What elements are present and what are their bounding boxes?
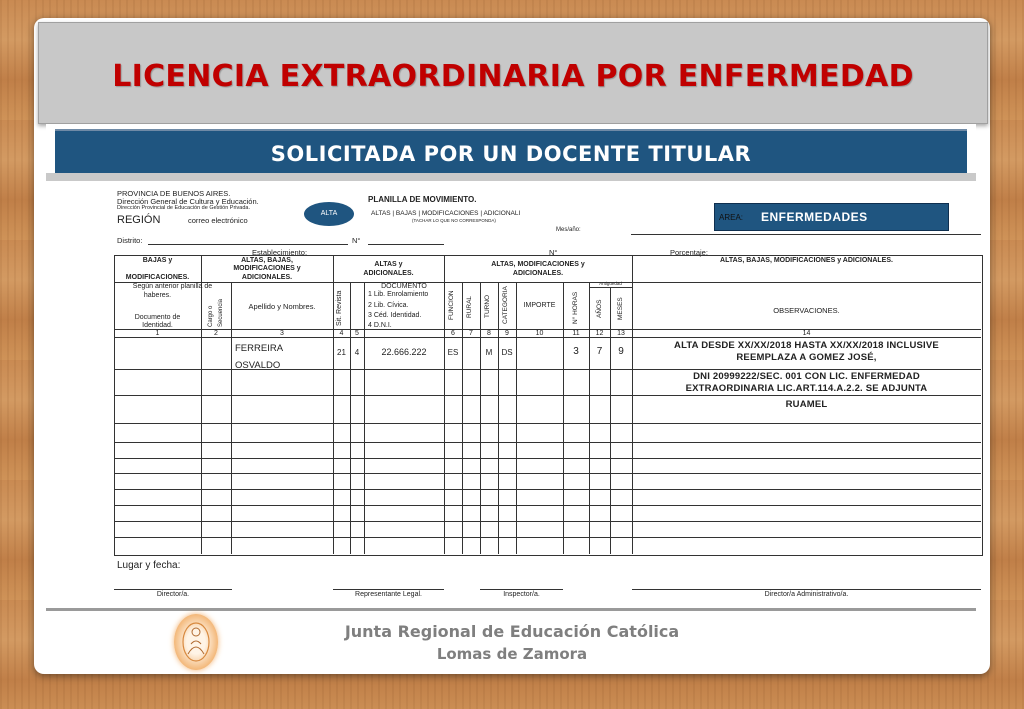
observation-line-1: ALTA DESDE XX/XX/2018 HASTA XX/XX/2018 INCLUSIVE — [674, 340, 939, 351]
mes-anio-line — [631, 234, 981, 235]
table-hline — [114, 473, 981, 474]
row-doc-numero: 22.666.222 — [381, 347, 427, 357]
planilla-title: PLANILLA DE MOVIMIENTO. — [368, 195, 477, 204]
observation-line-2: REEMPLAZA A GOMEZ JOSÉ, — [736, 352, 877, 363]
header-adicionales-2: ADICIONALES. — [363, 270, 414, 277]
header-anios: AÑOS — [596, 299, 603, 318]
table-vline — [201, 255, 202, 554]
table-vline — [444, 255, 445, 554]
alta-oval: ALTA — [304, 202, 354, 226]
row-anios: 7 — [596, 346, 603, 357]
header-haberes: haberes. — [143, 292, 172, 299]
header-modificaciones: MODIFICACIONES. — [125, 274, 190, 281]
header-secuencia: Secuencia — [218, 298, 224, 327]
movement-form — [46, 124, 976, 608]
movement-types: ALTAS | BAJAS | MODIFICACIONES | ADICIONALI — [371, 210, 521, 217]
col-number: 6 — [451, 330, 455, 337]
table-vline — [563, 282, 564, 554]
col-number: 3 — [280, 330, 284, 337]
col-number: 1 — [155, 330, 160, 337]
signature-line — [632, 589, 981, 590]
header-cargo: Cargo o — [208, 305, 214, 327]
area-value: ENFERMEDADES — [761, 210, 868, 224]
col-number: 7 — [469, 330, 473, 337]
signature-inspector: Inspector/a. — [503, 591, 540, 598]
row-funcion: ES — [447, 348, 459, 357]
table-vline — [498, 282, 499, 554]
region-label: REGIÓN — [117, 214, 161, 226]
header-documento-identidad: Documento de — [134, 314, 181, 321]
signature-representante: Representante Legal. — [355, 591, 422, 598]
footer-line-2: Lomas de Zamora — [436, 645, 588, 663]
table-vline — [462, 282, 463, 554]
header-importe: IMPORTE — [523, 302, 556, 309]
table-hline — [114, 521, 981, 522]
header-documento: DOCUMENTO — [381, 283, 427, 290]
header-altas-y: ALTAS y — [374, 261, 403, 268]
signature-director-administrativo: Director/a Administrativo/a. — [764, 591, 849, 598]
observation-line-5: RUAMEL — [785, 399, 828, 410]
header-adicionales: ADICIONALES. — [241, 274, 293, 281]
lugar-fecha-label: Lugar y fecha: — [117, 560, 181, 571]
header-rural: RURAL — [466, 295, 473, 318]
header-observaciones: OBSERVACIONES. — [773, 306, 840, 315]
table-hline — [114, 442, 981, 443]
tachar-note: (TACHAR LO QUE NO CORRESPONDA) — [412, 218, 496, 223]
header-altas-bajas-mod: ALTAS, BAJAS, MODIFICACIONES y ADICIONALES. — [720, 257, 893, 264]
col-number: 9 — [505, 330, 509, 337]
header-turno: TURNO — [484, 294, 491, 318]
distrito-numero-label: N° — [352, 236, 361, 245]
antiguedad-line — [589, 287, 632, 288]
header-sit-revista: Sit. Revista — [336, 290, 343, 326]
header-line-3: Dirección Provincial de Educación de Gestión Privada. — [117, 205, 250, 211]
table-hline — [114, 395, 981, 396]
header-doc-2: 2 Lib. Cívica. — [368, 302, 409, 309]
col-number: 13 — [617, 330, 625, 337]
table-vline — [231, 282, 232, 554]
table-hline — [114, 337, 981, 338]
slide — [34, 18, 990, 674]
signature-line — [333, 589, 444, 590]
header-line-2: Dirección General de Cultura y Educación. — [117, 197, 259, 206]
col-number: 5 — [355, 330, 359, 337]
header-doc-3: 3 Céd. Identidad. — [368, 312, 422, 319]
row-apellido-2: OSVALDO — [235, 360, 281, 371]
row-sit-revista: 21 — [337, 348, 346, 357]
observation-line-3: DNI 20999222/SEC. 001 CON LIC. ENFERMEDAD — [693, 371, 920, 382]
header-doc-1: 1 Lib. Enrolamiento — [368, 291, 429, 298]
row-doc-tipo: 4 — [354, 348, 360, 357]
slide-subtitle: SOLICITADA POR UN DOCENTE TITULAR — [270, 142, 752, 166]
correo-label: correo electrónico — [188, 216, 248, 225]
header-meses: MESES — [617, 297, 624, 320]
table-hline — [114, 489, 981, 490]
header-mod-y: MODIFICACIONES y — [233, 265, 301, 272]
header-line-1: PROVINCIA DE BUENOS AIRES. — [117, 189, 231, 198]
header-funcion: FUNCION — [448, 290, 455, 320]
area-label: AREA: — [719, 213, 744, 222]
table-vline — [364, 282, 365, 554]
col-number: 2 — [214, 330, 218, 337]
col-number: 4 — [339, 330, 344, 337]
row-meses: 9 — [618, 346, 624, 357]
porcentaje-label: Porcentaje: — [670, 248, 708, 257]
row-categoria: DS — [501, 348, 513, 357]
header-bajas: BAJAS y — [142, 257, 173, 264]
header-identidad: Identidad. — [142, 322, 173, 329]
col-number: 14 — [802, 330, 811, 337]
signature-line — [480, 589, 563, 590]
col-number: 11 — [572, 330, 580, 337]
table-hline — [114, 282, 981, 283]
col-number: 12 — [595, 330, 604, 337]
establecimiento-label: Establecimiento: — [252, 248, 308, 257]
table-hline — [114, 537, 981, 538]
header-altas-bajas: ALTAS, BAJAS, — [241, 257, 293, 264]
establecimiento-numero-label: N° — [549, 248, 558, 257]
area-box — [714, 203, 949, 231]
header-altas-mod: ALTAS, MODIFICACIONES y — [491, 261, 585, 268]
table-vline — [333, 255, 334, 554]
title-bar — [38, 22, 988, 124]
header-segun: Según anterior planilla de — [132, 283, 213, 290]
slide-title: LICENCIA EXTRAORDINARIA POR ENFERMEDAD — [112, 59, 914, 94]
footer-line-1: Junta Regional de Educación Católica — [344, 622, 680, 641]
header-categoria: CATEGORIA — [502, 286, 509, 324]
header-adicionales-3: ADICIONALES. — [512, 270, 564, 277]
col-number: 10 — [535, 330, 544, 337]
mes-anio-label: Mes/año: — [556, 227, 581, 233]
table-hline — [114, 505, 981, 506]
header-antiguedad: Antigüedad — [599, 281, 622, 286]
col-number: 8 — [487, 330, 491, 337]
row-apellido-1: FERREIRA — [235, 343, 284, 354]
observation-line-4: EXTRAORDINARIA LIC.ART.114.A.2.2. SE ADJUNTA — [685, 383, 928, 394]
signature-line — [114, 589, 232, 590]
row-turno: M — [485, 348, 493, 357]
table-vline — [610, 287, 611, 554]
table-hline — [114, 458, 981, 459]
distrito-label: Distrito: — [117, 236, 143, 245]
row-horas: 3 — [573, 346, 579, 357]
header-doc-4: 4 D.N.I. — [368, 322, 392, 329]
table-vline — [516, 282, 517, 554]
header-horas: N° HORAS — [572, 291, 579, 324]
table-hline — [114, 423, 981, 424]
table-vline — [350, 282, 351, 554]
distrito-numero-line — [368, 244, 444, 245]
header-apellido: Apellido y Nombres. — [248, 302, 316, 311]
document-area — [46, 124, 976, 611]
table-vline — [480, 282, 481, 554]
table-vline — [589, 282, 590, 554]
distrito-line — [148, 244, 348, 245]
signature-director: Director/a. — [156, 591, 190, 598]
